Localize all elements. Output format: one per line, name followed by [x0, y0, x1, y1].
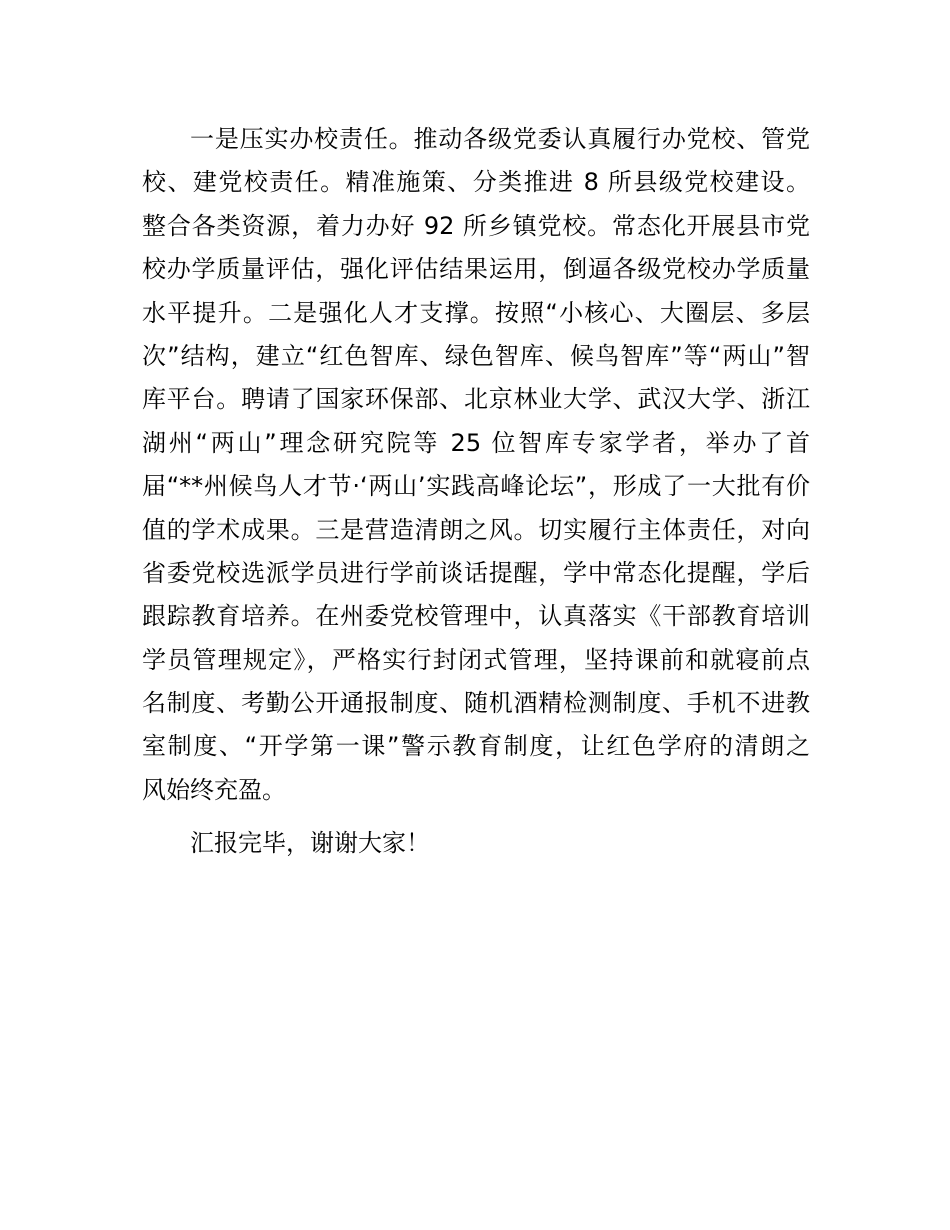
text-line: 库平台。聘请了国家环保部、北京林业大学、武汉大学、浙江 [142, 385, 810, 414]
paragraph-1 [142, 118, 810, 812]
text-line: 值的学术成果。三是营造清朗之风。切实履行主体责任，对向 [142, 515, 810, 544]
paragraph-2 [142, 822, 810, 865]
text-line: 校办学质量评估，强化评估结果运用，倒逼各级党校办学质量 [142, 255, 810, 284]
text-line: 校、建党校责任。精准施策、分类推进 8 所县级党校建设。 [142, 168, 810, 197]
text-line: 名制度、考勤公开通报制度、随机酒精检测制度、手机不进教 [142, 689, 810, 718]
text-line: 风始终充盈。 [142, 775, 286, 804]
document-body [142, 118, 810, 866]
text-line: 室制度、“开学第一课”警示教育制度，让红色学府的清朗之 [142, 732, 810, 761]
text-line: 跟踪教育培养。在州委党校管理中，认真落实《干部教育培训 [142, 602, 810, 631]
text-line: 整合各类资源，着力办好 92 所乡镇党校。常态化开展县市党 [142, 211, 810, 240]
text-line: 一是压实办校责任。推动各级党委认真履行办党校、管党 [190, 125, 810, 153]
text-line: 省委党校选派学员进行学前谈话提醒，学中常态化提醒，学后 [142, 558, 810, 587]
text-line: 水平提升。二是强化人才支撑。按照“小核心、大圈层、多层 [142, 298, 810, 327]
text-line: 学员管理规定》，严格实行封闭式管理，坚持课前和就寝前点 [142, 645, 810, 674]
text-line: 届“**州候鸟人才节·‘两山’实践高峰论坛”，形成了一大批有价 [142, 472, 810, 501]
closing-line: 汇报完毕，谢谢大家！ [190, 829, 430, 858]
text-line: 次”结构，建立“红色智库、绿色智库、候鸟智库”等“两山”智 [142, 341, 810, 370]
text-line: 湖州“两山”理念研究院等 25 位智库专家学者，举办了首 [142, 428, 810, 457]
